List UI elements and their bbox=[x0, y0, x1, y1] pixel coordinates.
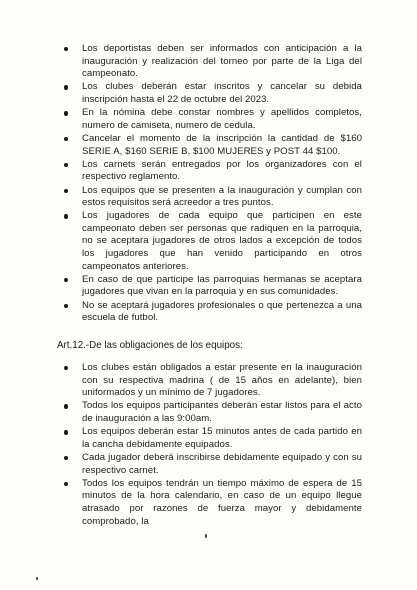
bullet-icon bbox=[64, 189, 68, 193]
list-item-text: Cada jugador deberá inscribirse debidamente equipado y con su respectivo carnet. bbox=[82, 451, 362, 476]
bullet-icon bbox=[64, 137, 68, 141]
bullet-icon bbox=[64, 111, 68, 115]
requirements-list bbox=[62, 43, 362, 325]
ink-mark bbox=[205, 534, 207, 538]
list-item-text: Los equipos deberán estar 15 minutos antes de cada partido en la cancha debidamente equipados. bbox=[82, 426, 362, 450]
list-item bbox=[62, 159, 362, 184]
list-item-text: En caso de que participe las parroquias hermanas se aceptara jugadores que vivan en la parroquia y en sus comunidades. bbox=[82, 273, 362, 298]
list-item bbox=[62, 400, 362, 425]
bullet-icon bbox=[64, 404, 68, 408]
list-item bbox=[62, 478, 362, 528]
list-item bbox=[62, 274, 362, 299]
bullet-icon bbox=[64, 163, 68, 167]
bullet-icon bbox=[64, 278, 68, 282]
bullet-icon bbox=[64, 47, 68, 51]
list-item bbox=[62, 362, 362, 400]
list-item-text: Los jugadores de cada equipo que participen en este campeonato deben ser personas que radiquen en la parroquia, no se aceptara jugadores de otros lados a excepción de todos los jugadores que han venido participando en otros campeonatos anteriores. bbox=[82, 210, 362, 272]
list-item bbox=[62, 133, 362, 158]
list-item-text: Los clubes están obligados a estar presente en la inauguración con su respectiva madrina ( de 15 años en adelante), bien uniformados y un mínimo de 7 jugadores. bbox=[82, 362, 362, 399]
list-item bbox=[62, 107, 362, 132]
list-item-text: Los clubes deberán estar inscritos y cancelar su debida inscripción hasta el 22 de octubre del 2023. bbox=[82, 81, 362, 105]
list-item-text: Los deportistas deben ser informados con anticipación a la inauguración y realización del torneo por parte de la Liga del campeonato. bbox=[82, 43, 362, 80]
obligations-list bbox=[62, 362, 362, 529]
list-item-text: Cancelar el momento de la inscripción la cantidad de $160 SERIE A, $160 SERIE B, $100 MUJERES y POST 44 $100. bbox=[82, 132, 362, 157]
bullet-icon bbox=[64, 85, 68, 89]
list-item bbox=[62, 81, 362, 106]
ink-mark bbox=[36, 577, 38, 580]
list-item-text: No se aceptará jugadores profesionales o que pertenezca a una escuela de futbol. bbox=[82, 299, 362, 324]
list-item bbox=[62, 452, 362, 477]
list-item bbox=[62, 185, 362, 210]
bullet-icon bbox=[64, 482, 68, 486]
list-item bbox=[62, 43, 362, 81]
bullet-icon bbox=[64, 214, 68, 218]
section-heading: Art.12.-De las obligaciones de los equipos: bbox=[57, 340, 243, 351]
list-item-text: Los equipos que se presenten a la inauguración y cumplan con estos requisitos será acreedor a tres puntos. bbox=[82, 184, 362, 209]
list-item-text: Todos los equipos participantes deberán estar listos para el acto de inauguración a las 9:00am. bbox=[82, 400, 362, 424]
list-item bbox=[62, 210, 362, 273]
list-item-text: Todos los equipos tendrán un tiempo máximo de espera de 15 minutos de la hora calendario, en caso de un equipo llegue atrasado por razones de fuerza mayor y debidamente comprobado, la bbox=[82, 477, 362, 527]
list-item-text: Los carnets serán entregados por los organizadores con el respectivo reglamento. bbox=[82, 158, 362, 183]
list-item-text: En la nómina debe constar nombres y apellidos completos, numero de camiseta, numero de cedula. bbox=[82, 107, 362, 131]
bullet-icon bbox=[64, 456, 68, 460]
list-item bbox=[62, 426, 362, 451]
list-item bbox=[62, 300, 362, 325]
bullet-icon bbox=[64, 366, 68, 370]
bullet-icon bbox=[64, 430, 68, 434]
bullet-icon bbox=[64, 304, 68, 308]
